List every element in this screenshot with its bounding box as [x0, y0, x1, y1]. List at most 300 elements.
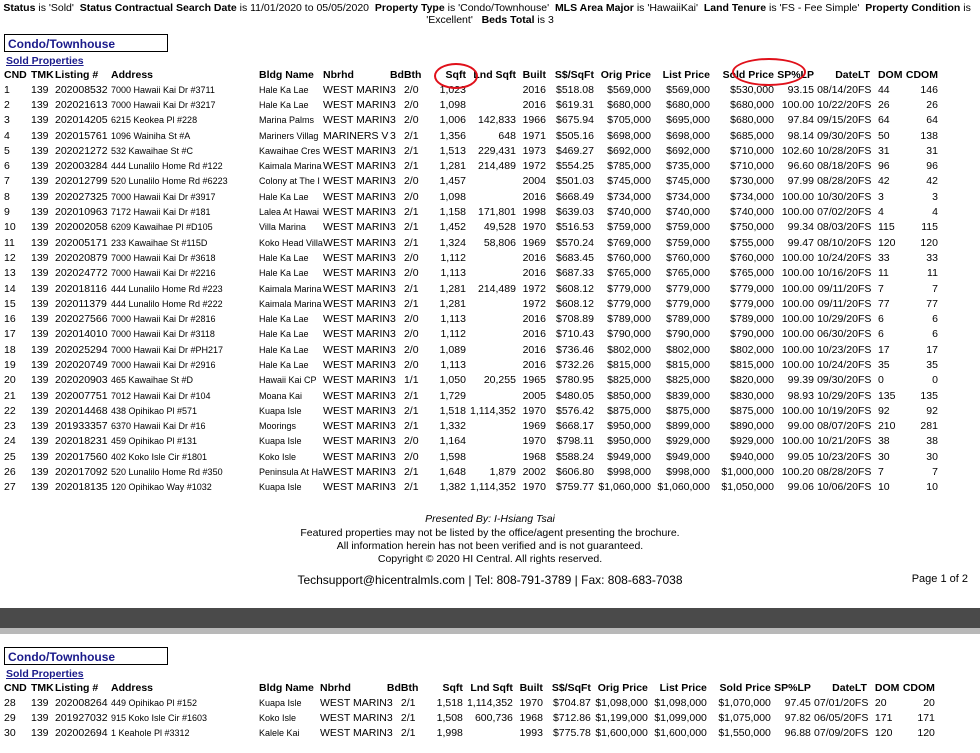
- cell-orig-price: $734,000: [607, 190, 651, 203]
- cell-listing: 202027566: [55, 313, 108, 326]
- criteria-value: is 11/01/2020 to 05/05/2020: [236, 2, 372, 14]
- cell-listing: 202002058: [55, 221, 108, 234]
- cell-tmk: 139: [31, 313, 49, 326]
- cell-bd: 3: [386, 696, 393, 709]
- cell-address: 520 Lunalilo Home Rd #6223: [111, 176, 228, 187]
- cell-list-price: $998,000: [666, 466, 710, 479]
- cell-cnd: 12: [4, 251, 16, 264]
- cell-lnd-sqft: [466, 342, 516, 357]
- cell-built: 2016: [522, 98, 546, 111]
- cell-address: 233 Kawaihae St #115D: [111, 237, 208, 248]
- cell-sold-price: $760,000: [730, 251, 774, 264]
- cell-cnd: 10: [4, 221, 16, 234]
- cell-tmk: 139: [31, 114, 49, 127]
- cell-date: 10/24/20: [817, 358, 858, 371]
- cell-cdom: 92: [926, 404, 938, 417]
- cell-tmk: 139: [31, 343, 49, 356]
- cell-bth: 2/0: [403, 175, 419, 188]
- cell-cdom: 26: [926, 98, 938, 111]
- cell-sp-lp: 98.14: [787, 129, 814, 142]
- column-header-listing: Listing #: [55, 69, 99, 81]
- cell-bth: 2/1: [403, 297, 419, 310]
- presented-by: Presented By: I-Hsiang Tsai: [425, 513, 555, 525]
- cell-built: 1970: [522, 404, 546, 417]
- cell-cnd: 11: [4, 236, 15, 249]
- cell-sp-lp: 99.34: [787, 221, 814, 234]
- cell-cnd: 15: [4, 297, 16, 310]
- cell-date: 09/30/20: [817, 374, 858, 387]
- cell-list-price: $1,060,000: [657, 481, 710, 494]
- cell-cnd: 5: [4, 144, 10, 157]
- sqft-highlight-circle: [434, 63, 478, 89]
- cell-dom: 96: [877, 160, 890, 173]
- cell-sp-lp: 97.99: [787, 175, 814, 188]
- cell-lnd-sqft: [466, 266, 516, 281]
- table-row: [4, 311, 938, 326]
- criteria-value: is 'Sold': [35, 2, 77, 14]
- cell-sold-price: $1,070,000: [718, 696, 771, 709]
- cell-nbrhd: WEST MARIN: [323, 236, 390, 249]
- cell-orig-price: $875,000: [607, 404, 651, 417]
- cell-built: 2016: [522, 190, 546, 203]
- cell-cnd: 21: [4, 389, 16, 402]
- cell-sp-lp: 100.00: [781, 313, 814, 326]
- cell-list-price: $779,000: [666, 282, 710, 295]
- cell-dom: 7: [877, 466, 884, 479]
- cell-bldg-name: Marina Palms: [259, 115, 315, 126]
- cell-bd: 3: [389, 114, 396, 127]
- column-header-orig-price: Orig Price: [600, 69, 651, 81]
- cell-lnd-sqft: [466, 434, 516, 449]
- cell-lt: FS: [854, 711, 869, 724]
- cell-price-per-sqft: $501.03: [555, 175, 594, 188]
- cell-dom: 3: [877, 190, 884, 203]
- cell-built: 1970: [522, 221, 546, 234]
- criteria-label: Property Condition: [865, 2, 961, 14]
- cell-date: 10/23/20: [817, 343, 858, 356]
- cell-cnd: 7: [4, 175, 10, 188]
- cell-nbrhd: WEST MARIN: [323, 282, 390, 295]
- criteria-value: is 'Condo/Townhouse': [444, 2, 553, 14]
- column-header-list-price: List Price: [659, 682, 707, 694]
- cell-list-price: $759,000: [666, 221, 710, 234]
- column-header-tmk: TMK: [31, 682, 54, 694]
- table-row: [4, 128, 938, 143]
- cell-date: 08/10/20: [817, 236, 858, 249]
- cell-cnd: 6: [4, 160, 10, 173]
- cell-bd: 3: [389, 236, 396, 249]
- table-row: [4, 281, 938, 296]
- cell-cdom: 3: [932, 190, 938, 203]
- cell-dom: 171: [874, 711, 893, 724]
- cell-orig-price: $950,000: [607, 435, 651, 448]
- cell-sqft: 1,098: [439, 190, 466, 203]
- cell-cdom: 11: [927, 267, 938, 280]
- cell-bd: 3: [389, 481, 396, 494]
- cell-bd: 3: [389, 251, 396, 264]
- cell-lt: FS: [857, 343, 872, 356]
- cell-price-per-sqft: $606.80: [555, 466, 594, 479]
- cell-lt: FS: [857, 404, 872, 417]
- cell-lnd-sqft: [466, 327, 516, 342]
- cell-tmk: 139: [31, 374, 49, 387]
- cell-built: 2016: [522, 313, 546, 326]
- section-title: Condo/Townhouse: [4, 34, 168, 52]
- cell-sqft: 1,356: [439, 129, 466, 142]
- cell-bth: 2/1: [403, 466, 419, 479]
- cell-cnd: 18: [4, 343, 16, 356]
- cell-sqft: 1,518: [439, 404, 466, 417]
- cell-cnd: 14: [4, 282, 16, 295]
- cell-built: 1972: [522, 160, 546, 173]
- cell-bd: 3: [389, 98, 396, 111]
- column-header-lt: LT: [857, 69, 871, 81]
- table-row: [4, 342, 938, 357]
- cell-bth: 2/0: [403, 190, 419, 203]
- cell-date: 09/15/20: [817, 114, 858, 127]
- cell-listing: 202018231: [55, 435, 108, 448]
- cell-bldg-name: Hale Ka Lae: [259, 314, 309, 325]
- cell-list-price: $759,000: [666, 236, 710, 249]
- cell-sp-lp: 99.39: [787, 374, 814, 387]
- criteria-condition-value: 'Excellent': [426, 14, 473, 26]
- cell-sp-lp: 99.06: [787, 481, 814, 494]
- cell-address: 520 Lunalilo Home Rd #350: [111, 467, 223, 478]
- cell-listing: 202025294: [55, 343, 108, 356]
- column-header-dom: DOM: [874, 682, 900, 694]
- cell-sold-price: $680,000: [730, 98, 774, 111]
- cell-sp-lp: 100.00: [781, 206, 814, 219]
- cell-orig-price: $850,000: [607, 389, 651, 402]
- column-header-sqft: Sqft: [445, 69, 466, 81]
- cell-built: 1970: [519, 696, 543, 709]
- cell-list-price: $949,000: [666, 450, 710, 463]
- column-header-date: Date: [832, 682, 855, 694]
- cell-lnd-sqft: [466, 388, 516, 403]
- cell-sqft: 1,513: [439, 144, 466, 157]
- cell-bldg-name: Mariners Villag: [259, 130, 319, 141]
- cell-orig-price: $950,000: [607, 420, 651, 433]
- cell-sqft: 1,332: [439, 420, 466, 433]
- cell-bldg-name: Moorings: [259, 421, 297, 432]
- page-separator-edge: [0, 628, 980, 634]
- column-header-nbrhd: Nbrhd: [323, 69, 354, 81]
- cell-lt: FS: [857, 144, 872, 157]
- cell-bth: 2/1: [403, 420, 419, 433]
- cell-bd: 3: [389, 358, 396, 371]
- cell-cdom: 171: [917, 711, 935, 724]
- cell-bth: 2/1: [403, 236, 419, 249]
- cell-cnd: 25: [4, 450, 16, 463]
- criteria-beds-label: Beds Total: [481, 14, 535, 26]
- cell-cnd: 30: [4, 727, 16, 740]
- cell-tmk: 139: [31, 144, 49, 157]
- cell-nbrhd: WEST MARIN: [323, 160, 390, 173]
- cell-lt: FS: [857, 389, 872, 402]
- cell-nbrhd: WEST MARIN: [323, 466, 390, 479]
- cell-bd: 3: [389, 297, 396, 310]
- column-header-cdom: CDOM: [902, 682, 935, 694]
- cell-dom: 17: [877, 343, 890, 356]
- cell-bth: 2/0: [403, 435, 419, 448]
- cell-lt: FS: [857, 282, 872, 295]
- column-header-tmk: TMK: [31, 69, 54, 81]
- cell-price-per-sqft: $710.43: [555, 328, 594, 341]
- cell-address: 444 Lunalilo Home Rd #223: [111, 283, 223, 294]
- cell-bldg-name: Kuapa Isle: [259, 436, 302, 447]
- cell-address: 7000 Hawaii Kai Dr #PH217: [111, 344, 224, 355]
- cell-dom: 35: [877, 358, 890, 371]
- cell-orig-price: $998,000: [607, 466, 651, 479]
- cell-sqft: 1,112: [440, 251, 466, 264]
- cell-orig-price: $825,000: [607, 374, 651, 387]
- cell-listing: 202014205: [55, 114, 108, 127]
- cell-nbrhd: WEST MARIN: [323, 404, 390, 417]
- cell-address: 7172 Hawaii Kai Dr #181: [111, 207, 211, 218]
- cell-dom: 115: [877, 221, 895, 234]
- cell-dom: 33: [877, 251, 890, 264]
- column-header-sqft: Sqft: [442, 682, 463, 694]
- cell-sp-lp: 100.20: [781, 466, 814, 479]
- cell-cdom: 7: [932, 466, 938, 479]
- cell-bldg-name: Hale Ka Lae: [259, 329, 309, 340]
- cell-bd: 3: [389, 313, 396, 326]
- cell-sold-price: $875,000: [730, 404, 774, 417]
- cell-nbrhd: WEST MARIN: [320, 696, 387, 709]
- cell-listing: 201933357: [55, 420, 108, 433]
- column-header-bth: Bth: [403, 69, 422, 81]
- cell-lnd-sqft: 214,489: [477, 160, 516, 173]
- cell-cdom: 20: [923, 696, 935, 709]
- cell-lt: FS: [857, 236, 872, 249]
- cell-cnd: 20: [4, 374, 16, 387]
- column-header-nbrhd: Nbrhd: [320, 682, 351, 694]
- cell-lnd-sqft: 58,806: [483, 236, 516, 249]
- cell-built: 1969: [522, 420, 546, 433]
- column-header-price-per-sqft: S$/SqFt: [551, 682, 591, 694]
- cell-lnd-sqft: 1,114,352: [470, 404, 516, 417]
- cell-sqft: 1,382: [439, 481, 466, 494]
- cell-price-per-sqft: $675.94: [555, 114, 594, 127]
- cell-address: 532 Kawaihae St #C: [111, 145, 194, 156]
- cell-sold-price: $734,000: [730, 190, 774, 203]
- table-row: [4, 726, 935, 741]
- cell-tmk: 139: [31, 696, 49, 709]
- cell-listing: 202002694: [55, 727, 108, 740]
- cell-address: 6370 Hawaii Kai Dr #16: [111, 421, 206, 432]
- cell-orig-price: $1,098,000: [595, 696, 648, 709]
- cell-date: 07/09/20: [814, 727, 855, 740]
- cell-bth: 2/0: [403, 267, 419, 280]
- cell-built: 1968: [522, 450, 546, 463]
- cell-bth: 2/1: [403, 129, 419, 142]
- cell-nbrhd: WEST MARIN: [320, 727, 387, 740]
- cell-tmk: 139: [31, 236, 49, 249]
- cell-list-price: $789,000: [666, 313, 710, 326]
- cell-nbrhd: WEST MARIN: [323, 389, 390, 402]
- cell-tmk: 139: [31, 435, 49, 448]
- cell-lnd-sqft: 600,736: [474, 711, 513, 724]
- cell-cnd: 8: [4, 190, 10, 203]
- column-header-list-price: List Price: [662, 69, 710, 81]
- cell-listing: 202027325: [55, 190, 108, 203]
- cell-dom: 92: [877, 404, 890, 417]
- cell-built: 1973: [522, 144, 546, 157]
- cell-bd: 3: [389, 389, 396, 402]
- cell-cdom: 120: [920, 236, 938, 249]
- cell-listing: 202017560: [55, 450, 108, 463]
- column-header-sp-lp: SP%LP: [774, 682, 811, 694]
- cell-list-price: $740,000: [666, 206, 710, 219]
- cell-sqft: 1,023: [439, 83, 466, 96]
- cell-cdom: 38: [926, 435, 938, 448]
- cell-tmk: 139: [31, 282, 49, 295]
- cell-address: 7000 Hawaii Kai Dr #2916: [111, 359, 216, 370]
- cell-date: 08/07/20: [817, 420, 858, 433]
- cell-lnd-sqft: [466, 189, 516, 204]
- cell-address: 7000 Hawaii Kai Dr #2816: [111, 314, 216, 325]
- cell-cdom: 64: [926, 114, 938, 127]
- cell-sp-lp: 98.93: [787, 389, 814, 402]
- cell-bldg-name: Kaimala Marina: [259, 283, 322, 294]
- cell-sp-lp: 102.60: [781, 144, 814, 157]
- table-row: [4, 204, 938, 219]
- table-row: [4, 419, 938, 434]
- cell-sp-lp: 100.00: [781, 297, 814, 310]
- cell-sp-lp: 96.88: [784, 727, 811, 740]
- cell-listing: 202015761: [55, 129, 108, 142]
- cell-list-price: $875,000: [666, 404, 710, 417]
- cell-date: 06/05/20: [814, 711, 855, 724]
- cell-bldg-name: Moana Kai: [259, 390, 303, 401]
- cell-price-per-sqft: $780.95: [555, 374, 594, 387]
- cell-cdom: 96: [926, 160, 938, 173]
- cell-bth: 2/1: [403, 389, 419, 402]
- cell-date: 10/29/20: [817, 313, 858, 326]
- table-row: [4, 189, 938, 204]
- cell-orig-price: $785,000: [607, 160, 651, 173]
- column-header-address: Address: [111, 69, 154, 81]
- table-row: [4, 434, 938, 449]
- cell-cnd: 1: [4, 83, 10, 96]
- cell-sold-price: $710,000: [730, 144, 774, 157]
- cell-sold-price: $730,000: [730, 175, 774, 188]
- cell-lt: FS: [857, 160, 872, 173]
- cell-orig-price: $740,000: [607, 206, 651, 219]
- cell-tmk: 139: [31, 481, 49, 494]
- cell-tmk: 139: [31, 129, 49, 142]
- cell-bd: 3: [389, 206, 396, 219]
- cell-dom: 11: [877, 267, 889, 280]
- cell-price-per-sqft: $683.45: [555, 251, 594, 264]
- cell-lt: FS: [857, 129, 872, 142]
- cell-bldg-name: Hawaii Kai CP: [259, 375, 317, 386]
- cell-tmk: 139: [31, 358, 49, 371]
- cell-bd: 3: [389, 374, 396, 387]
- cell-nbrhd: WEST MARIN: [323, 481, 390, 494]
- cell-tmk: 139: [31, 389, 49, 402]
- cell-lt: FS: [857, 175, 872, 188]
- cell-sold-price: $890,000: [730, 420, 774, 433]
- table-row: [4, 220, 938, 235]
- cell-bth: 2/1: [403, 221, 419, 234]
- cell-date: 07/01/20: [814, 696, 855, 709]
- cell-tmk: 139: [31, 404, 49, 417]
- cell-cnd: 17: [4, 328, 16, 341]
- cell-tmk: 139: [31, 711, 49, 724]
- cell-lt: FS: [857, 328, 872, 341]
- criteria-line-2: [0, 14, 980, 26]
- cell-built: 1998: [522, 206, 546, 219]
- cell-bldg-name: Kuapa Isle: [259, 405, 302, 416]
- cell-list-price: $899,000: [666, 420, 710, 433]
- cell-bldg-name: Villa Marina: [259, 222, 306, 233]
- cell-cnd: 23: [4, 420, 16, 433]
- cell-built: 1968: [519, 711, 543, 724]
- cell-address: 7000 Hawaii Kai Dr #2216: [111, 268, 216, 279]
- cell-sp-lp: 100.00: [781, 251, 814, 264]
- cell-sold-price: $815,000: [730, 358, 774, 371]
- cell-built: 2016: [522, 251, 546, 264]
- section-title-page2: Condo/Townhouse: [4, 647, 168, 665]
- cell-bth: 2/0: [403, 114, 419, 127]
- cell-nbrhd: WEST MARIN: [323, 420, 390, 433]
- cell-sold-price: $802,000: [730, 343, 774, 356]
- cell-sp-lp: 100.00: [781, 358, 814, 371]
- criteria-value: is: [960, 2, 974, 14]
- cell-bd: 3: [389, 267, 396, 280]
- contact-info: Techsupport@hicentralmls.com | Tel: 808-791-3789 | Fax: 808-683-7038: [297, 573, 683, 587]
- cell-orig-price: $765,000: [607, 267, 651, 280]
- cell-address: 444 Lunalilo Home Rd #122: [111, 161, 223, 172]
- table-row: [4, 403, 938, 418]
- cell-orig-price: $789,000: [607, 313, 651, 326]
- cell-bldg-name: Peninsula At Ha: [259, 467, 324, 478]
- cell-bldg-name: Hale Ka Lae: [259, 268, 309, 279]
- cell-nbrhd: WEST MARIN: [323, 343, 390, 356]
- cell-address: 402 Koko Isle Cir #1801: [111, 451, 208, 462]
- column-header-sp-lp: SP%LP: [777, 69, 814, 81]
- cell-bldg-name: Hale Ka Lae: [259, 99, 309, 110]
- cell-cdom: 17: [926, 343, 938, 356]
- cell-sold-price: $789,000: [730, 313, 774, 326]
- cell-dom: 20: [874, 696, 887, 709]
- cell-bd: 3: [389, 420, 396, 433]
- cell-bth: 2/1: [403, 160, 419, 173]
- cell-sold-price: $710,000: [730, 160, 774, 173]
- cell-bth: 2/0: [403, 343, 419, 356]
- cell-list-price: $1,098,000: [654, 696, 707, 709]
- cell-sp-lp: 100.00: [781, 328, 814, 341]
- cell-address: 459 Opihikao Pl #131: [111, 436, 198, 447]
- table-row: [4, 97, 938, 112]
- cell-lnd-sqft: 1,114,352: [466, 696, 513, 709]
- cell-list-price: $698,000: [666, 129, 710, 142]
- cell-sqft: 1,113: [440, 267, 466, 280]
- cell-price-per-sqft: $619.31: [555, 98, 594, 111]
- cell-listing: 202012799: [55, 175, 108, 188]
- table-row: [4, 143, 938, 158]
- cell-nbrhd: WEST MARIN: [323, 313, 390, 326]
- cell-dom: 42: [877, 175, 890, 188]
- cell-cdom: 77: [926, 297, 938, 310]
- table-row: [4, 158, 938, 173]
- cell-listing: 202014468: [55, 404, 108, 417]
- cell-price-per-sqft: $639.03: [555, 206, 594, 219]
- cell-sold-price: $755,000: [730, 236, 774, 249]
- cell-lnd-sqft: 229,431: [477, 144, 516, 157]
- cell-dom: 50: [877, 129, 890, 142]
